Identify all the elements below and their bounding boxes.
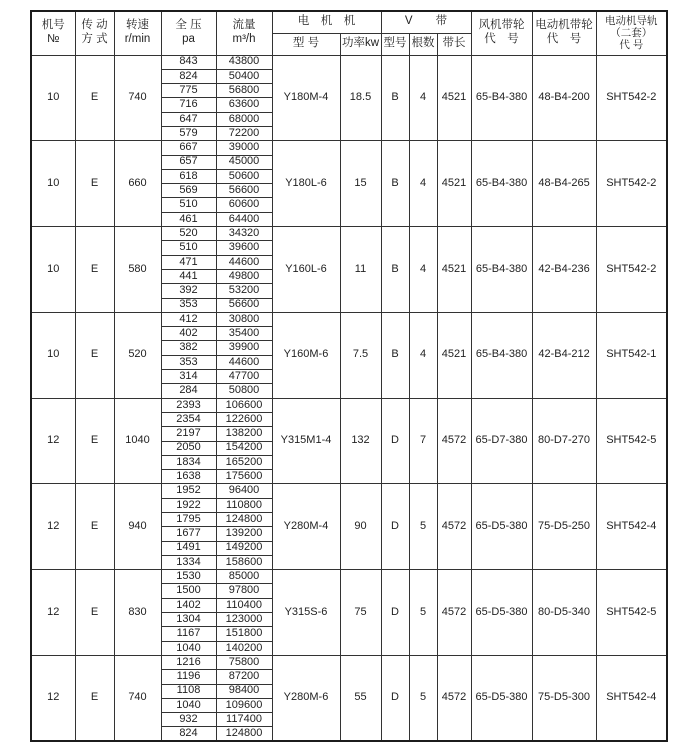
cell-fan-no: 12 bbox=[31, 398, 75, 484]
cell-flow: 63600 bbox=[216, 98, 272, 112]
cell-vbelt-model: D bbox=[381, 484, 409, 570]
header-vbelt-model: 型号 bbox=[381, 33, 409, 55]
cell-flow: 49800 bbox=[216, 269, 272, 283]
table-body bbox=[31, 55, 667, 741]
cell-flow: 39600 bbox=[216, 241, 272, 255]
cell-pressure: 1677 bbox=[161, 527, 216, 541]
cell-flow: 72200 bbox=[216, 126, 272, 140]
cell-fan-no: 10 bbox=[31, 141, 75, 227]
table-row bbox=[31, 655, 667, 669]
cell-flow: 109600 bbox=[216, 698, 272, 712]
cell-motor-rail: SHT542-5 bbox=[596, 398, 667, 484]
cell-flow: 56800 bbox=[216, 84, 272, 98]
header-flow bbox=[216, 11, 272, 55]
cell-flow: 97800 bbox=[216, 584, 272, 598]
cell-vbelt-length: 4572 bbox=[437, 484, 471, 570]
cell-pressure: 402 bbox=[161, 327, 216, 341]
cell-flow: 39000 bbox=[216, 141, 272, 155]
cell-motor-model: Y315S-6 bbox=[272, 570, 340, 656]
cell-motor-pulley: 75-D5-250 bbox=[532, 484, 596, 570]
cell-vbelt-count: 4 bbox=[409, 312, 437, 398]
cell-vbelt-model: B bbox=[381, 141, 409, 227]
cell-pressure: 1834 bbox=[161, 455, 216, 469]
cell-pressure: 382 bbox=[161, 341, 216, 355]
cell-drive-type: E bbox=[75, 484, 114, 570]
cell-pressure: 1196 bbox=[161, 670, 216, 684]
cell-fan-pulley: 65-B4-380 bbox=[471, 55, 532, 141]
cell-pressure: 2354 bbox=[161, 412, 216, 426]
table-header bbox=[31, 11, 667, 55]
cell-vbelt-length: 4572 bbox=[437, 655, 471, 741]
cell-flow: 50600 bbox=[216, 169, 272, 183]
cell-vbelt-length: 4521 bbox=[437, 312, 471, 398]
cell-flow: 124800 bbox=[216, 727, 272, 741]
header-motor-rail bbox=[596, 11, 667, 55]
header-motor-pulley-line1: 电动机带轮 bbox=[535, 19, 593, 32]
cell-motor-model: Y160L-6 bbox=[272, 227, 340, 313]
cell-pressure: 461 bbox=[161, 212, 216, 226]
fan-spec-table bbox=[30, 10, 668, 742]
cell-pressure: 441 bbox=[161, 269, 216, 283]
cell-vbelt-model: D bbox=[381, 398, 409, 484]
cell-fan-no: 12 bbox=[31, 484, 75, 570]
cell-flow: 96400 bbox=[216, 484, 272, 498]
cell-motor-power: 90 bbox=[340, 484, 381, 570]
cell-fan-no: 10 bbox=[31, 312, 75, 398]
cell-flow: 56600 bbox=[216, 184, 272, 198]
header-drive-line1: 传 动 bbox=[81, 19, 108, 32]
cell-fan-pulley: 65-D5-380 bbox=[471, 570, 532, 656]
cell-pressure: 1040 bbox=[161, 641, 216, 655]
cell-flow: 85000 bbox=[216, 570, 272, 584]
cell-flow: 45000 bbox=[216, 155, 272, 169]
cell-motor-pulley: 42-B4-212 bbox=[532, 312, 596, 398]
cell-motor-power: 11 bbox=[340, 227, 381, 313]
cell-motor-model: Y180L-6 bbox=[272, 141, 340, 227]
table-row bbox=[31, 570, 667, 584]
cell-vbelt-model: B bbox=[381, 227, 409, 313]
cell-pressure: 1500 bbox=[161, 584, 216, 598]
cell-vbelt-count: 5 bbox=[409, 484, 437, 570]
header-fan-pulley-line2: 代 号 bbox=[484, 33, 519, 46]
cell-flow: 68000 bbox=[216, 112, 272, 126]
cell-flow: 165200 bbox=[216, 455, 272, 469]
cell-pressure: 2393 bbox=[161, 398, 216, 412]
cell-fan-no: 10 bbox=[31, 55, 75, 141]
cell-vbelt-model: B bbox=[381, 55, 409, 141]
cell-drive-type: E bbox=[75, 141, 114, 227]
cell-motor-rail: SHT542-5 bbox=[596, 570, 667, 656]
cell-speed: 520 bbox=[114, 312, 161, 398]
cell-fan-pulley: 65-D7-380 bbox=[471, 398, 532, 484]
header-speed-line1: 转速 bbox=[126, 19, 149, 32]
cell-vbelt-length: 4572 bbox=[437, 570, 471, 656]
cell-speed: 740 bbox=[114, 55, 161, 141]
table-row bbox=[31, 141, 667, 155]
header-vbelt-length: 带长 bbox=[437, 33, 471, 55]
cell-flow: 44600 bbox=[216, 355, 272, 369]
cell-speed: 830 bbox=[114, 570, 161, 656]
header-drive-type bbox=[75, 11, 114, 55]
header-motor-rail-line1: 电动机导轨 bbox=[605, 15, 658, 28]
cell-pressure: 569 bbox=[161, 184, 216, 198]
cell-flow: 110400 bbox=[216, 598, 272, 612]
cell-pressure: 2050 bbox=[161, 441, 216, 455]
cell-vbelt-count: 4 bbox=[409, 141, 437, 227]
header-fan-no bbox=[31, 11, 75, 55]
header-motor-group: 电 机 机 bbox=[272, 11, 381, 33]
header-fan-pulley-line1: 风机带轮 bbox=[478, 19, 525, 32]
cell-drive-type: E bbox=[75, 398, 114, 484]
cell-fan-pulley: 65-D5-380 bbox=[471, 655, 532, 741]
cell-motor-power: 75 bbox=[340, 570, 381, 656]
cell-pressure: 1040 bbox=[161, 698, 216, 712]
cell-flow: 64400 bbox=[216, 212, 272, 226]
header-vbelt-group: V 带 bbox=[381, 11, 471, 33]
header-pressure bbox=[161, 11, 216, 55]
cell-motor-rail: SHT542-4 bbox=[596, 655, 667, 741]
cell-pressure: 353 bbox=[161, 355, 216, 369]
cell-fan-no: 10 bbox=[31, 227, 75, 313]
header-flow-line1: 流量 bbox=[232, 19, 256, 32]
cell-motor-pulley: 80-D5-340 bbox=[532, 570, 596, 656]
cell-motor-pulley: 75-D5-300 bbox=[532, 655, 596, 741]
cell-flow: 53200 bbox=[216, 284, 272, 298]
cell-flow: 50800 bbox=[216, 384, 272, 398]
cell-flow: 151800 bbox=[216, 627, 272, 641]
cell-fan-pulley: 65-B4-380 bbox=[471, 227, 532, 313]
cell-motor-power: 55 bbox=[340, 655, 381, 741]
cell-vbelt-model: D bbox=[381, 570, 409, 656]
cell-flow: 50400 bbox=[216, 69, 272, 83]
cell-flow: 87200 bbox=[216, 670, 272, 684]
cell-flow: 117400 bbox=[216, 713, 272, 727]
cell-flow: 47700 bbox=[216, 370, 272, 384]
cell-pressure: 579 bbox=[161, 126, 216, 140]
cell-motor-rail: SHT542-4 bbox=[596, 484, 667, 570]
cell-pressure: 520 bbox=[161, 227, 216, 241]
cell-flow: 139200 bbox=[216, 527, 272, 541]
cell-pressure: 314 bbox=[161, 370, 216, 384]
cell-pressure: 657 bbox=[161, 155, 216, 169]
cell-flow: 124800 bbox=[216, 513, 272, 527]
cell-pressure: 716 bbox=[161, 98, 216, 112]
header-motor-rail-line2: （二套） bbox=[610, 27, 653, 40]
cell-flow: 122600 bbox=[216, 412, 272, 426]
cell-motor-model: Y280M-4 bbox=[272, 484, 340, 570]
cell-flow: 123000 bbox=[216, 613, 272, 627]
cell-pressure: 932 bbox=[161, 713, 216, 727]
header-fan-pulley bbox=[471, 11, 532, 55]
cell-pressure: 1402 bbox=[161, 598, 216, 612]
cell-motor-power: 132 bbox=[340, 398, 381, 484]
cell-motor-model: Y160M-6 bbox=[272, 312, 340, 398]
cell-fan-no: 12 bbox=[31, 655, 75, 741]
header-motor-power: 功率kw bbox=[340, 33, 381, 55]
cell-pressure: 412 bbox=[161, 312, 216, 326]
cell-speed: 740 bbox=[114, 655, 161, 741]
table-row bbox=[31, 227, 667, 241]
cell-pressure: 1922 bbox=[161, 498, 216, 512]
table-row bbox=[31, 398, 667, 412]
header-pressure-line2: pa bbox=[182, 33, 195, 46]
cell-flow: 39900 bbox=[216, 341, 272, 355]
cell-motor-model: Y315M1-4 bbox=[272, 398, 340, 484]
cell-motor-rail: SHT542-2 bbox=[596, 141, 667, 227]
cell-pressure: 392 bbox=[161, 284, 216, 298]
table-row bbox=[31, 312, 667, 326]
cell-vbelt-length: 4521 bbox=[437, 227, 471, 313]
cell-speed: 580 bbox=[114, 227, 161, 313]
cell-motor-pulley: 48-B4-265 bbox=[532, 141, 596, 227]
cell-pressure: 1638 bbox=[161, 470, 216, 484]
cell-pressure: 1304 bbox=[161, 613, 216, 627]
cell-pressure: 510 bbox=[161, 241, 216, 255]
cell-vbelt-model: D bbox=[381, 655, 409, 741]
header-speed bbox=[114, 11, 161, 55]
cell-vbelt-count: 7 bbox=[409, 398, 437, 484]
cell-pressure: 1216 bbox=[161, 655, 216, 669]
cell-pressure: 510 bbox=[161, 198, 216, 212]
cell-motor-rail: SHT542-2 bbox=[596, 227, 667, 313]
cell-flow: 30800 bbox=[216, 312, 272, 326]
cell-motor-power: 15 bbox=[340, 141, 381, 227]
cell-pressure: 843 bbox=[161, 55, 216, 69]
header-motor-pulley bbox=[532, 11, 596, 55]
cell-fan-pulley: 65-B4-380 bbox=[471, 141, 532, 227]
cell-flow: 154200 bbox=[216, 441, 272, 455]
cell-vbelt-count: 4 bbox=[409, 55, 437, 141]
cell-pressure: 667 bbox=[161, 141, 216, 155]
cell-flow: 35400 bbox=[216, 327, 272, 341]
cell-speed: 940 bbox=[114, 484, 161, 570]
cell-fan-pulley: 65-D5-380 bbox=[471, 484, 532, 570]
cell-pressure: 824 bbox=[161, 69, 216, 83]
cell-pressure: 647 bbox=[161, 112, 216, 126]
table-row bbox=[31, 55, 667, 69]
cell-vbelt-length: 4521 bbox=[437, 55, 471, 141]
cell-pressure: 353 bbox=[161, 298, 216, 312]
cell-pressure: 1108 bbox=[161, 684, 216, 698]
cell-pressure: 1334 bbox=[161, 555, 216, 569]
cell-flow: 44600 bbox=[216, 255, 272, 269]
cell-vbelt-count: 5 bbox=[409, 655, 437, 741]
cell-pressure: 824 bbox=[161, 727, 216, 741]
cell-motor-pulley: 80-D7-270 bbox=[532, 398, 596, 484]
cell-pressure: 1952 bbox=[161, 484, 216, 498]
cell-speed: 660 bbox=[114, 141, 161, 227]
header-motor-rail-line3: 代 号 bbox=[619, 39, 644, 52]
cell-flow: 140200 bbox=[216, 641, 272, 655]
cell-drive-type: E bbox=[75, 312, 114, 398]
cell-drive-type: E bbox=[75, 227, 114, 313]
cell-flow: 98400 bbox=[216, 684, 272, 698]
cell-flow: 56600 bbox=[216, 298, 272, 312]
cell-flow: 149200 bbox=[216, 541, 272, 555]
cell-pressure: 284 bbox=[161, 384, 216, 398]
cell-pressure: 775 bbox=[161, 84, 216, 98]
cell-flow: 175600 bbox=[216, 470, 272, 484]
cell-speed: 1040 bbox=[114, 398, 161, 484]
cell-drive-type: E bbox=[75, 55, 114, 141]
header-pressure-line1: 全 压 bbox=[175, 19, 202, 32]
cell-flow: 138200 bbox=[216, 427, 272, 441]
cell-motor-model: Y180M-4 bbox=[272, 55, 340, 141]
cell-motor-power: 18.5 bbox=[340, 55, 381, 141]
cell-drive-type: E bbox=[75, 655, 114, 741]
cell-flow: 60600 bbox=[216, 198, 272, 212]
cell-vbelt-length: 4521 bbox=[437, 141, 471, 227]
cell-motor-rail: SHT542-2 bbox=[596, 55, 667, 141]
cell-pressure: 1167 bbox=[161, 627, 216, 641]
cell-drive-type: E bbox=[75, 570, 114, 656]
cell-flow: 110800 bbox=[216, 498, 272, 512]
cell-flow: 43800 bbox=[216, 55, 272, 69]
cell-motor-pulley: 48-B4-200 bbox=[532, 55, 596, 141]
cell-pressure: 2197 bbox=[161, 427, 216, 441]
header-fan-no-line1: 机号 bbox=[41, 19, 65, 32]
header-motor-pulley-line2: 代 号 bbox=[546, 33, 582, 46]
cell-flow: 106600 bbox=[216, 398, 272, 412]
cell-vbelt-count: 5 bbox=[409, 570, 437, 656]
cell-pressure: 1491 bbox=[161, 541, 216, 555]
header-speed-line2: r/min bbox=[124, 33, 151, 46]
cell-pressure: 471 bbox=[161, 255, 216, 269]
cell-vbelt-count: 4 bbox=[409, 227, 437, 313]
header-fan-no-line2: № bbox=[47, 33, 60, 46]
cell-vbelt-length: 4572 bbox=[437, 398, 471, 484]
header-row-1 bbox=[31, 11, 667, 33]
cell-vbelt-model: B bbox=[381, 312, 409, 398]
cell-flow: 158600 bbox=[216, 555, 272, 569]
cell-motor-power: 7.5 bbox=[340, 312, 381, 398]
header-drive-line2: 方 式 bbox=[81, 33, 108, 46]
table-row bbox=[31, 484, 667, 498]
cell-fan-pulley: 65-B4-380 bbox=[471, 312, 532, 398]
cell-flow: 75800 bbox=[216, 655, 272, 669]
cell-pressure: 1795 bbox=[161, 513, 216, 527]
cell-flow: 34320 bbox=[216, 227, 272, 241]
header-motor-model: 型 号 bbox=[272, 33, 340, 55]
cell-fan-no: 12 bbox=[31, 570, 75, 656]
cell-motor-model: Y280M-6 bbox=[272, 655, 340, 741]
cell-motor-pulley: 42-B4-236 bbox=[532, 227, 596, 313]
header-flow-line2: m³/h bbox=[232, 33, 256, 46]
cell-motor-rail: SHT542-1 bbox=[596, 312, 667, 398]
cell-pressure: 1530 bbox=[161, 570, 216, 584]
header-vbelt-count: 根数 bbox=[409, 33, 437, 55]
cell-pressure: 618 bbox=[161, 169, 216, 183]
